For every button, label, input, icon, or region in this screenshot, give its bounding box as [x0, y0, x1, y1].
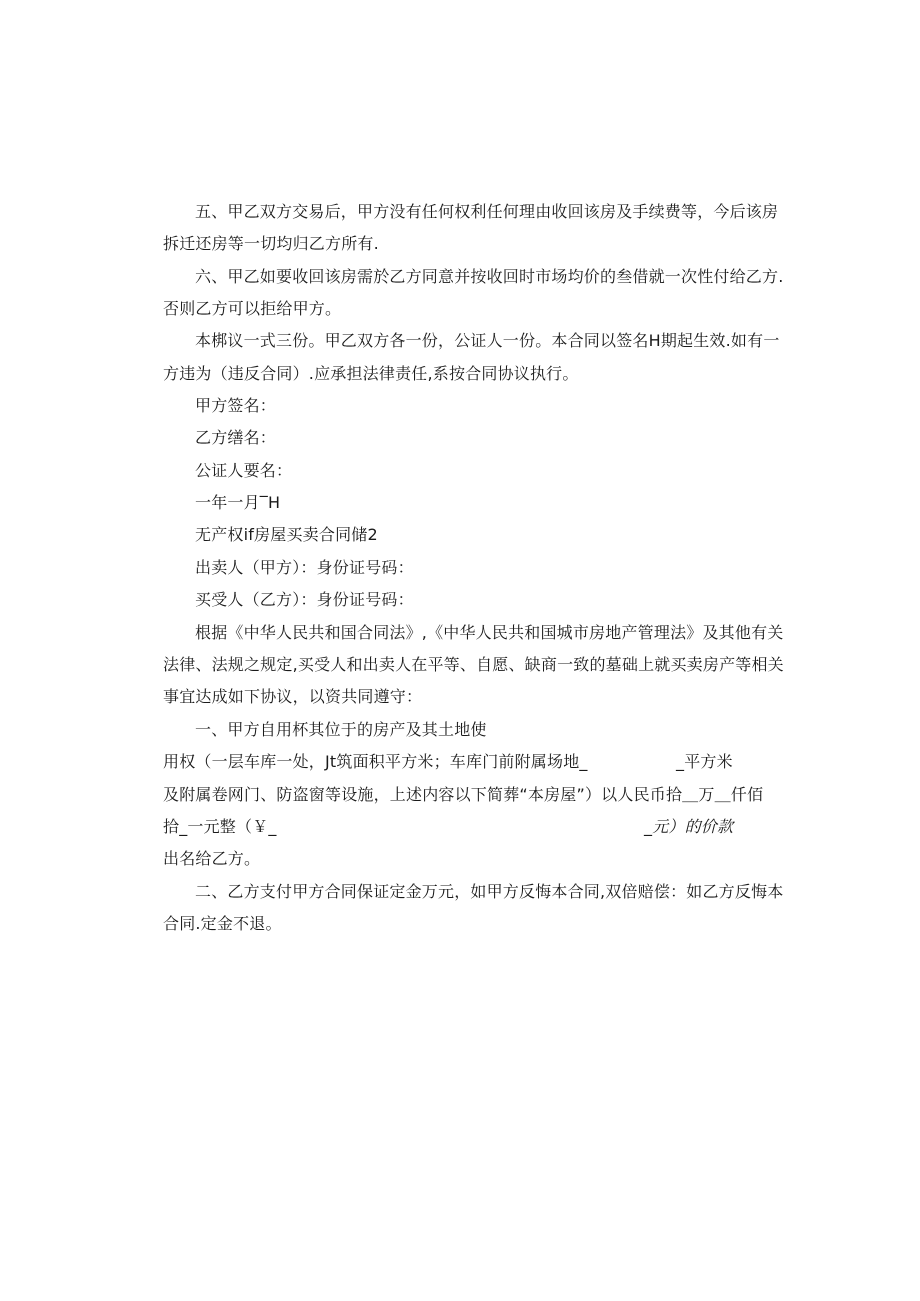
intro-line2: 法律、法规之规定,买受人和出卖人在平等、自愿、缺商一致的墓础上就买卖房产等相关 [163, 655, 784, 674]
clause1-line5: 出名给乙方。 [163, 849, 261, 868]
clause5-line1: 五、甲乙双方交易后，甲方没有任何权利任何理由收回该房及手续费等，今后该房 [195, 202, 779, 221]
clause1-line1: 一、甲方自用杯其位于的房产及其土地使 [195, 720, 487, 739]
notary-signature: 公证人要名： [195, 461, 293, 480]
clause2-line1: 二、乙方支付甲方合同保证定金万元，如甲方反悔本合同,双倍赔偿：如乙方反悔本 [195, 882, 784, 901]
seller-line: 出卖人（甲方）：身份证号码： [195, 558, 414, 577]
intro-line3: 事宜达成如下协议，以资共同遵守： [163, 687, 423, 706]
copies-line1: 本梆议一式三份。甲乙双方各一份，公证人一份。本合同以签名H期起生效.如有一 [195, 331, 780, 350]
intro-line1: 根据《中华人民共和国合同法》,《中华人民共和国城市房地产管理法》及其他有关 [195, 623, 784, 642]
clause2-line2: 合同.定金不退。 [163, 914, 282, 933]
party-b-signature: 乙方缮名： [195, 428, 277, 447]
party-a-signature: 甲方签名： [195, 396, 277, 415]
contract2-title: 无产权if房屋买卖合同储2 [195, 525, 378, 544]
clause1-line2-left: 用权（一层车库一处，Jt筑面积平方米；车库门前附属场地_ [163, 752, 588, 771]
clause6-line2: 否则乙方可以拒给甲方。 [163, 299, 342, 318]
signing-date: 一年一月‾H [195, 493, 281, 512]
clause5-line2: 拆迁还房等一切均归乙方所有. [163, 234, 379, 253]
clause1-line2-right: _平方米 [676, 752, 733, 771]
clause6-line1: 六、甲乙如要收回该房需於乙方同意并按收回时市场均价的叁借就一次性付给乙方. [195, 267, 784, 286]
clause1-line3: 及附属卷网门、防盗窗等设施，上述内容以下简葬“本房屋”）以人民币拾＿万＿仟佰 [163, 785, 764, 804]
clause1-line4-right: _元）的价款 [644, 817, 734, 836]
buyer-line: 买受人（乙方）：身份证号码： [195, 590, 414, 609]
clause1-line4-left: 拾_一元整（￥_ [163, 817, 277, 836]
copies-line2: 方违为（违反合同）.应承担法律责任,系按合同协议执行。 [163, 364, 579, 383]
